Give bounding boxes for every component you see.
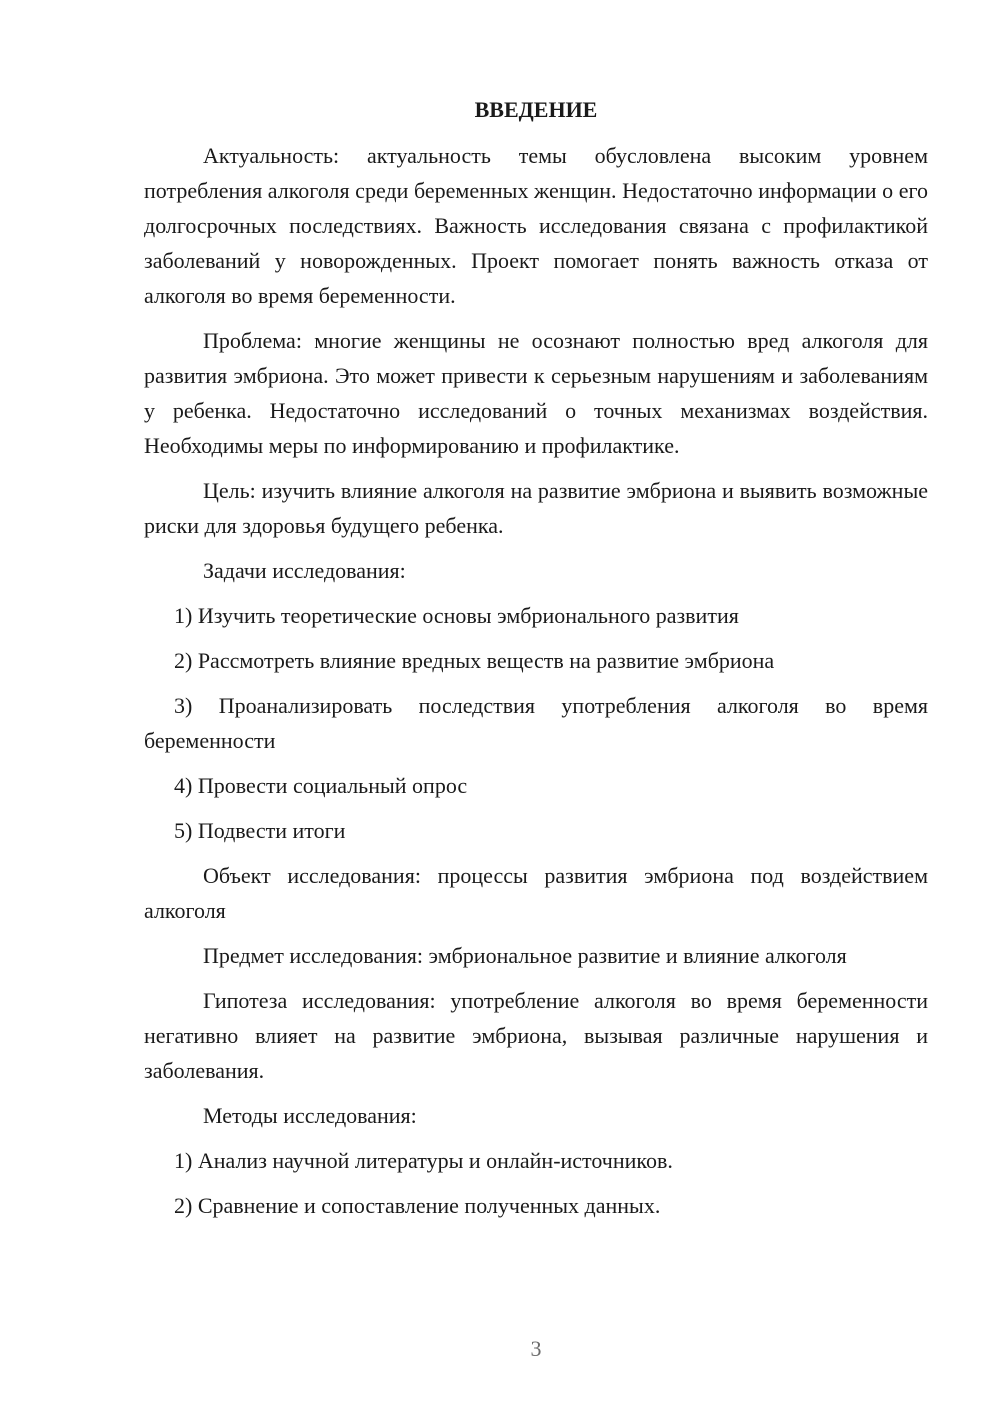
page-number: 3 <box>530 1336 542 1361</box>
subject-paragraph: Предмет исследования: эмбриональное развитие и влияние алкоголя <box>203 943 847 968</box>
problem-paragraph: Проблема: многие женщины не осознают полностью вред алкоголя для развития эмбриона. Это может привести к серьезным нарушениям и заболеваниям у ребенка. Недостаточно исследований о точных механизмах воздействия. Необходимы меры по информированию и профилактике. <box>144 328 928 458</box>
method-item: 2) Сравнение и сопоставление полученных данных. <box>174 1193 661 1218</box>
task-item: 1) Изучить теоретические основы эмбрионального развития <box>174 603 739 628</box>
task-item: 3) Проанализировать последствия употребления алкоголя во время беременности <box>144 693 928 753</box>
hypothesis-paragraph: Гипотеза исследования: употребление алкоголя во время беременности негативно влияет на развитие эмбриона, вызывая различные нарушения и заболевания. <box>144 988 928 1083</box>
method-item: 1) Анализ научной литературы и онлайн-источников. <box>174 1148 673 1173</box>
task-item: 2) Рассмотреть влияние вредных веществ на развитие эмбриона <box>174 648 775 673</box>
page-title: ВВЕДЕНИЕ <box>474 97 598 122</box>
object-paragraph: Объект исследования: процессы развития эмбриона под воздействием алкоголя <box>144 863 928 923</box>
task-item: 4) Провести социальный опрос <box>174 773 468 798</box>
page-content <box>144 96 928 1233</box>
methods-heading: Методы исследования: <box>203 1103 417 1128</box>
tasks-heading: Задачи исследования: <box>203 558 406 583</box>
relevance-paragraph: Актуальность: актуальность темы обусловлена высоким уровнем потребления алкоголя среди беременных женщин. Недостаточно информации о его долгосрочных последствиях. Важность исследования связана с профилактикой заболеваний у новорожденных. Проект помогает понять важность отказа от алкоголя во время беременности. <box>144 143 928 308</box>
goal-paragraph: Цель: изучить влияние алкоголя на развитие эмбриона и выявить возможные риски для здоровья будущего ребенка. <box>144 478 928 538</box>
task-item: 5) Подвести итоги <box>174 818 346 843</box>
